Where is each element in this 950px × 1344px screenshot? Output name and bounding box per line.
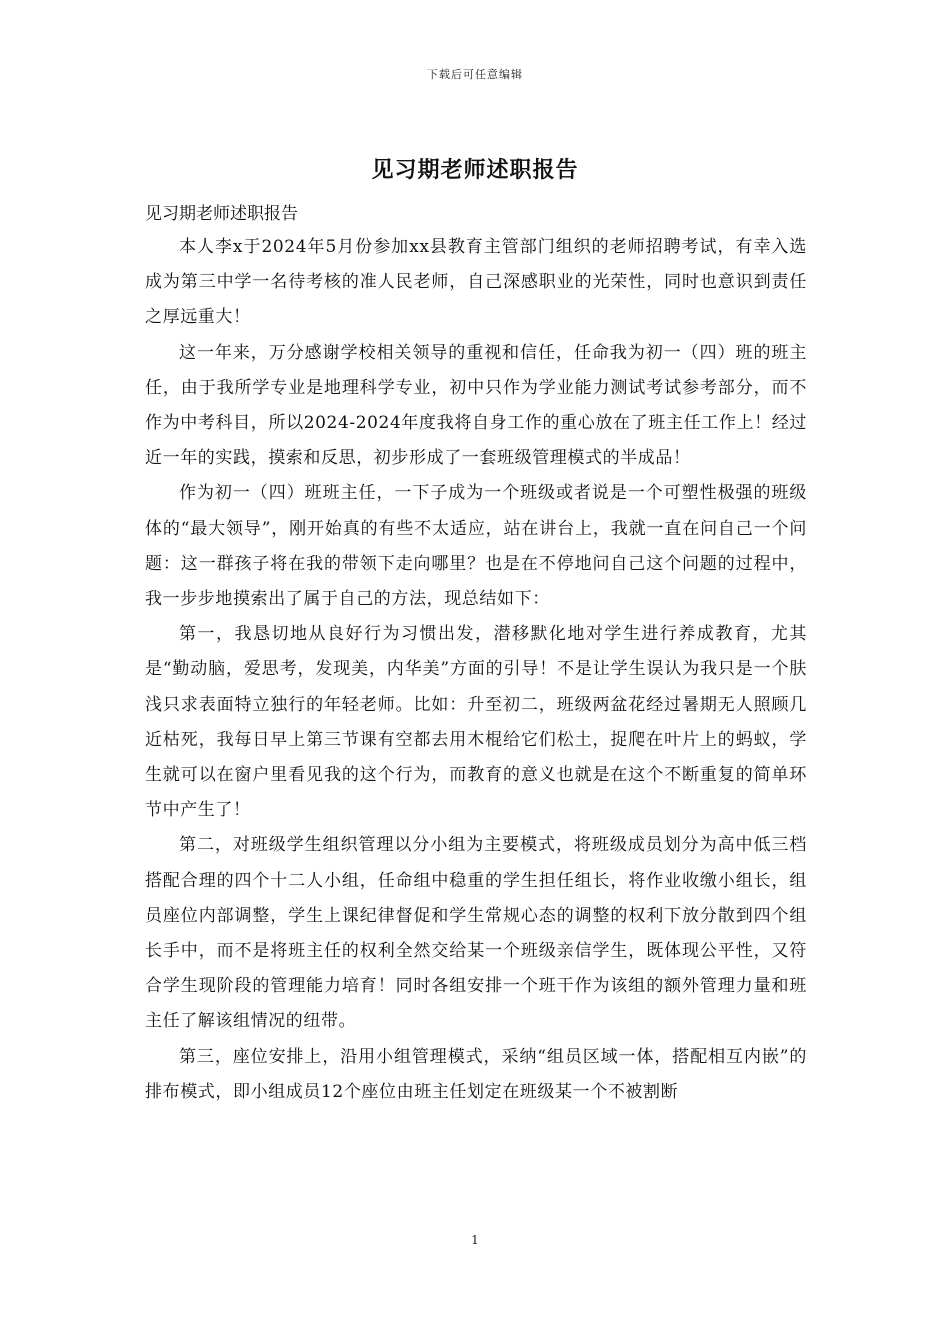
paragraph-2: 这一年来，万分感谢学校相关领导的重视和信任，任命我为初一（四）班的班主任，由于我所学专业是地理科学专业，初中只作为学业能力测试考试参考部分，而不作为中考科目，所以2024-2024年度我将自身工作的重心放在了班主任工作上！经过近一年的实践，摸索和反思，初步形成了一套班级管理模式的半成品！ bbox=[145, 342, 807, 469]
paragraph-6: 第三，座位安排上，沿用小组管理模式，采纳“组员区域一体，搭配相互内嵌”的排布模式，即小组成员12个座位由班主任划定在班级某一个不被割断 bbox=[145, 1046, 807, 1102]
page-number: 1 bbox=[471, 1233, 479, 1247]
paragraph-3: 作为初一（四）班班主任，一下子成为一个班级或者说是一个可塑性极强的班级体的“最大领导”，刚开始真的有些不太适应，站在讲台上，我就一直在问自己一个问题：这一群孩子将在我的带领下走向哪里？也是在不停地问自己这个问题的过程中，我一步步地摸索出了属于自己的方法，现总结如下： bbox=[145, 483, 807, 610]
header-note: 下载后可任意编辑 bbox=[427, 68, 523, 81]
paragraph-1: 本人李x于2024年5月份参加xx县教育主管部门组织的老师招聘考试，有幸入选成为第三中学一名待考核的准人民老师，自己深感职业的光荣性，同时也意识到责任之厚远重大！ bbox=[145, 237, 807, 328]
document-body bbox=[145, 198, 807, 1110]
paragraph-5: 第二，对班级学生组织管理以分小组为主要模式，将班级成员划分为高中低三档搭配合理的四个十二人小组，任命组中稳重的学生担任组长，将作业收缴小组长，组员座位内部调整，学生上课纪律督促和学生常规心态的调整的权利下放分散到四个组长手中，而不是将班主任的权利全然交给某一个班级亲信学生，既体现公平性，又符合学生现阶段的管理能力培育！同时各组安排一个班干作为该组的额外管理力量和班主任了解该组情况的纽带。 bbox=[145, 835, 807, 1032]
paragraph-4: 第一，我恳切地从良好行为习惯出发，潜移默化地对学生进行养成教育，尤其是“勤动脑，爱思考，发现美，内华美”方面的引导！不是让学生误认为我只是一个肤浅只求表面特立独行的年轻老师。比如：升至初二，班级两盆花经过暑期无人照顾几近枯死，我每日早上第三节课有空都去用木棍给它们松土，捉爬在叶片上的蚂蚁，学生就可以在窗户里看见我的这个行为，而教育的意义也就是在这个不断重复的简单环节中产生了！ bbox=[145, 624, 807, 821]
document-subtitle: 见习期老师述职报告 bbox=[145, 204, 298, 224]
document-title: 见习期老师述职报告 bbox=[371, 157, 579, 183]
